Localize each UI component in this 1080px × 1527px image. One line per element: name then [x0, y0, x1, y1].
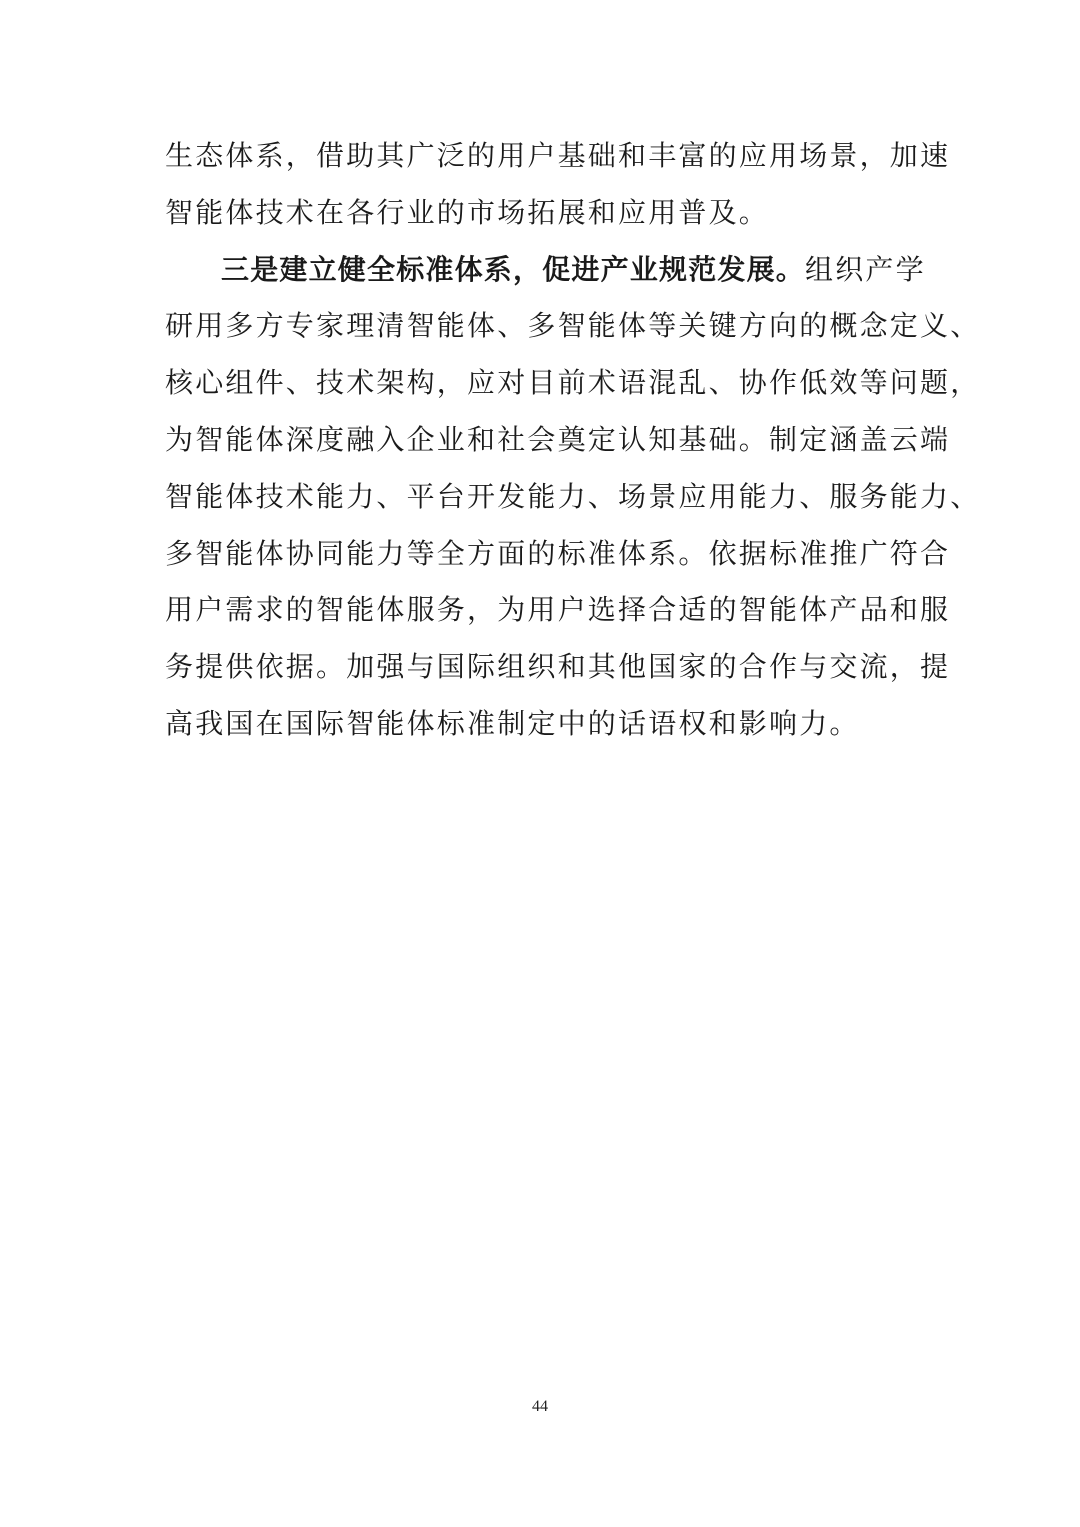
paragraph-2-line-1	[165, 242, 945, 299]
paragraph-2-line-7: 用户需求的智能体服务，为用户选择合适的智能体产品和服	[165, 593, 951, 627]
paragraph-2-line-9: 高我国在国际智能体标准制定中的话语权和影响力。	[165, 706, 860, 740]
paragraph-2-line-4: 为智能体深度融入企业和社会奠定认知基础。制定涵盖云端	[165, 422, 951, 456]
paragraph-2-line-2: 研用多方专家理清智能体、多智能体等关键方向的概念定义、	[165, 309, 981, 343]
paragraph-2-line-3: 核心组件、技术架构，应对目前术语混乱、协作低效等问题，	[165, 366, 981, 400]
paragraph-2-line-5: 智能体技术能力、平台开发能力、场景应用能力、服务能力、	[165, 479, 981, 513]
paragraph-2-line-8: 务提供依据。加强与国际组织和其他国家的合作与交流，提	[165, 650, 951, 684]
page-number: 44	[532, 1398, 548, 1415]
paragraph-2-line-1-rest: 组织产学	[805, 252, 926, 286]
body-text	[165, 128, 981, 753]
paragraph-1-line-1: 生态体系，借助其广泛的用户基础和丰富的应用场景，加速	[165, 139, 951, 172]
paragraph-2-line-6: 多智能体协同能力等全方面的标准体系。依据标准推广符合	[165, 536, 951, 570]
paragraph-2-heading: 三是建立健全标准体系，促进产业规范发展。	[221, 252, 806, 286]
paragraph-1-line-2: 智能体技术在各行业的市场拓展和应用普及。	[165, 195, 770, 229]
